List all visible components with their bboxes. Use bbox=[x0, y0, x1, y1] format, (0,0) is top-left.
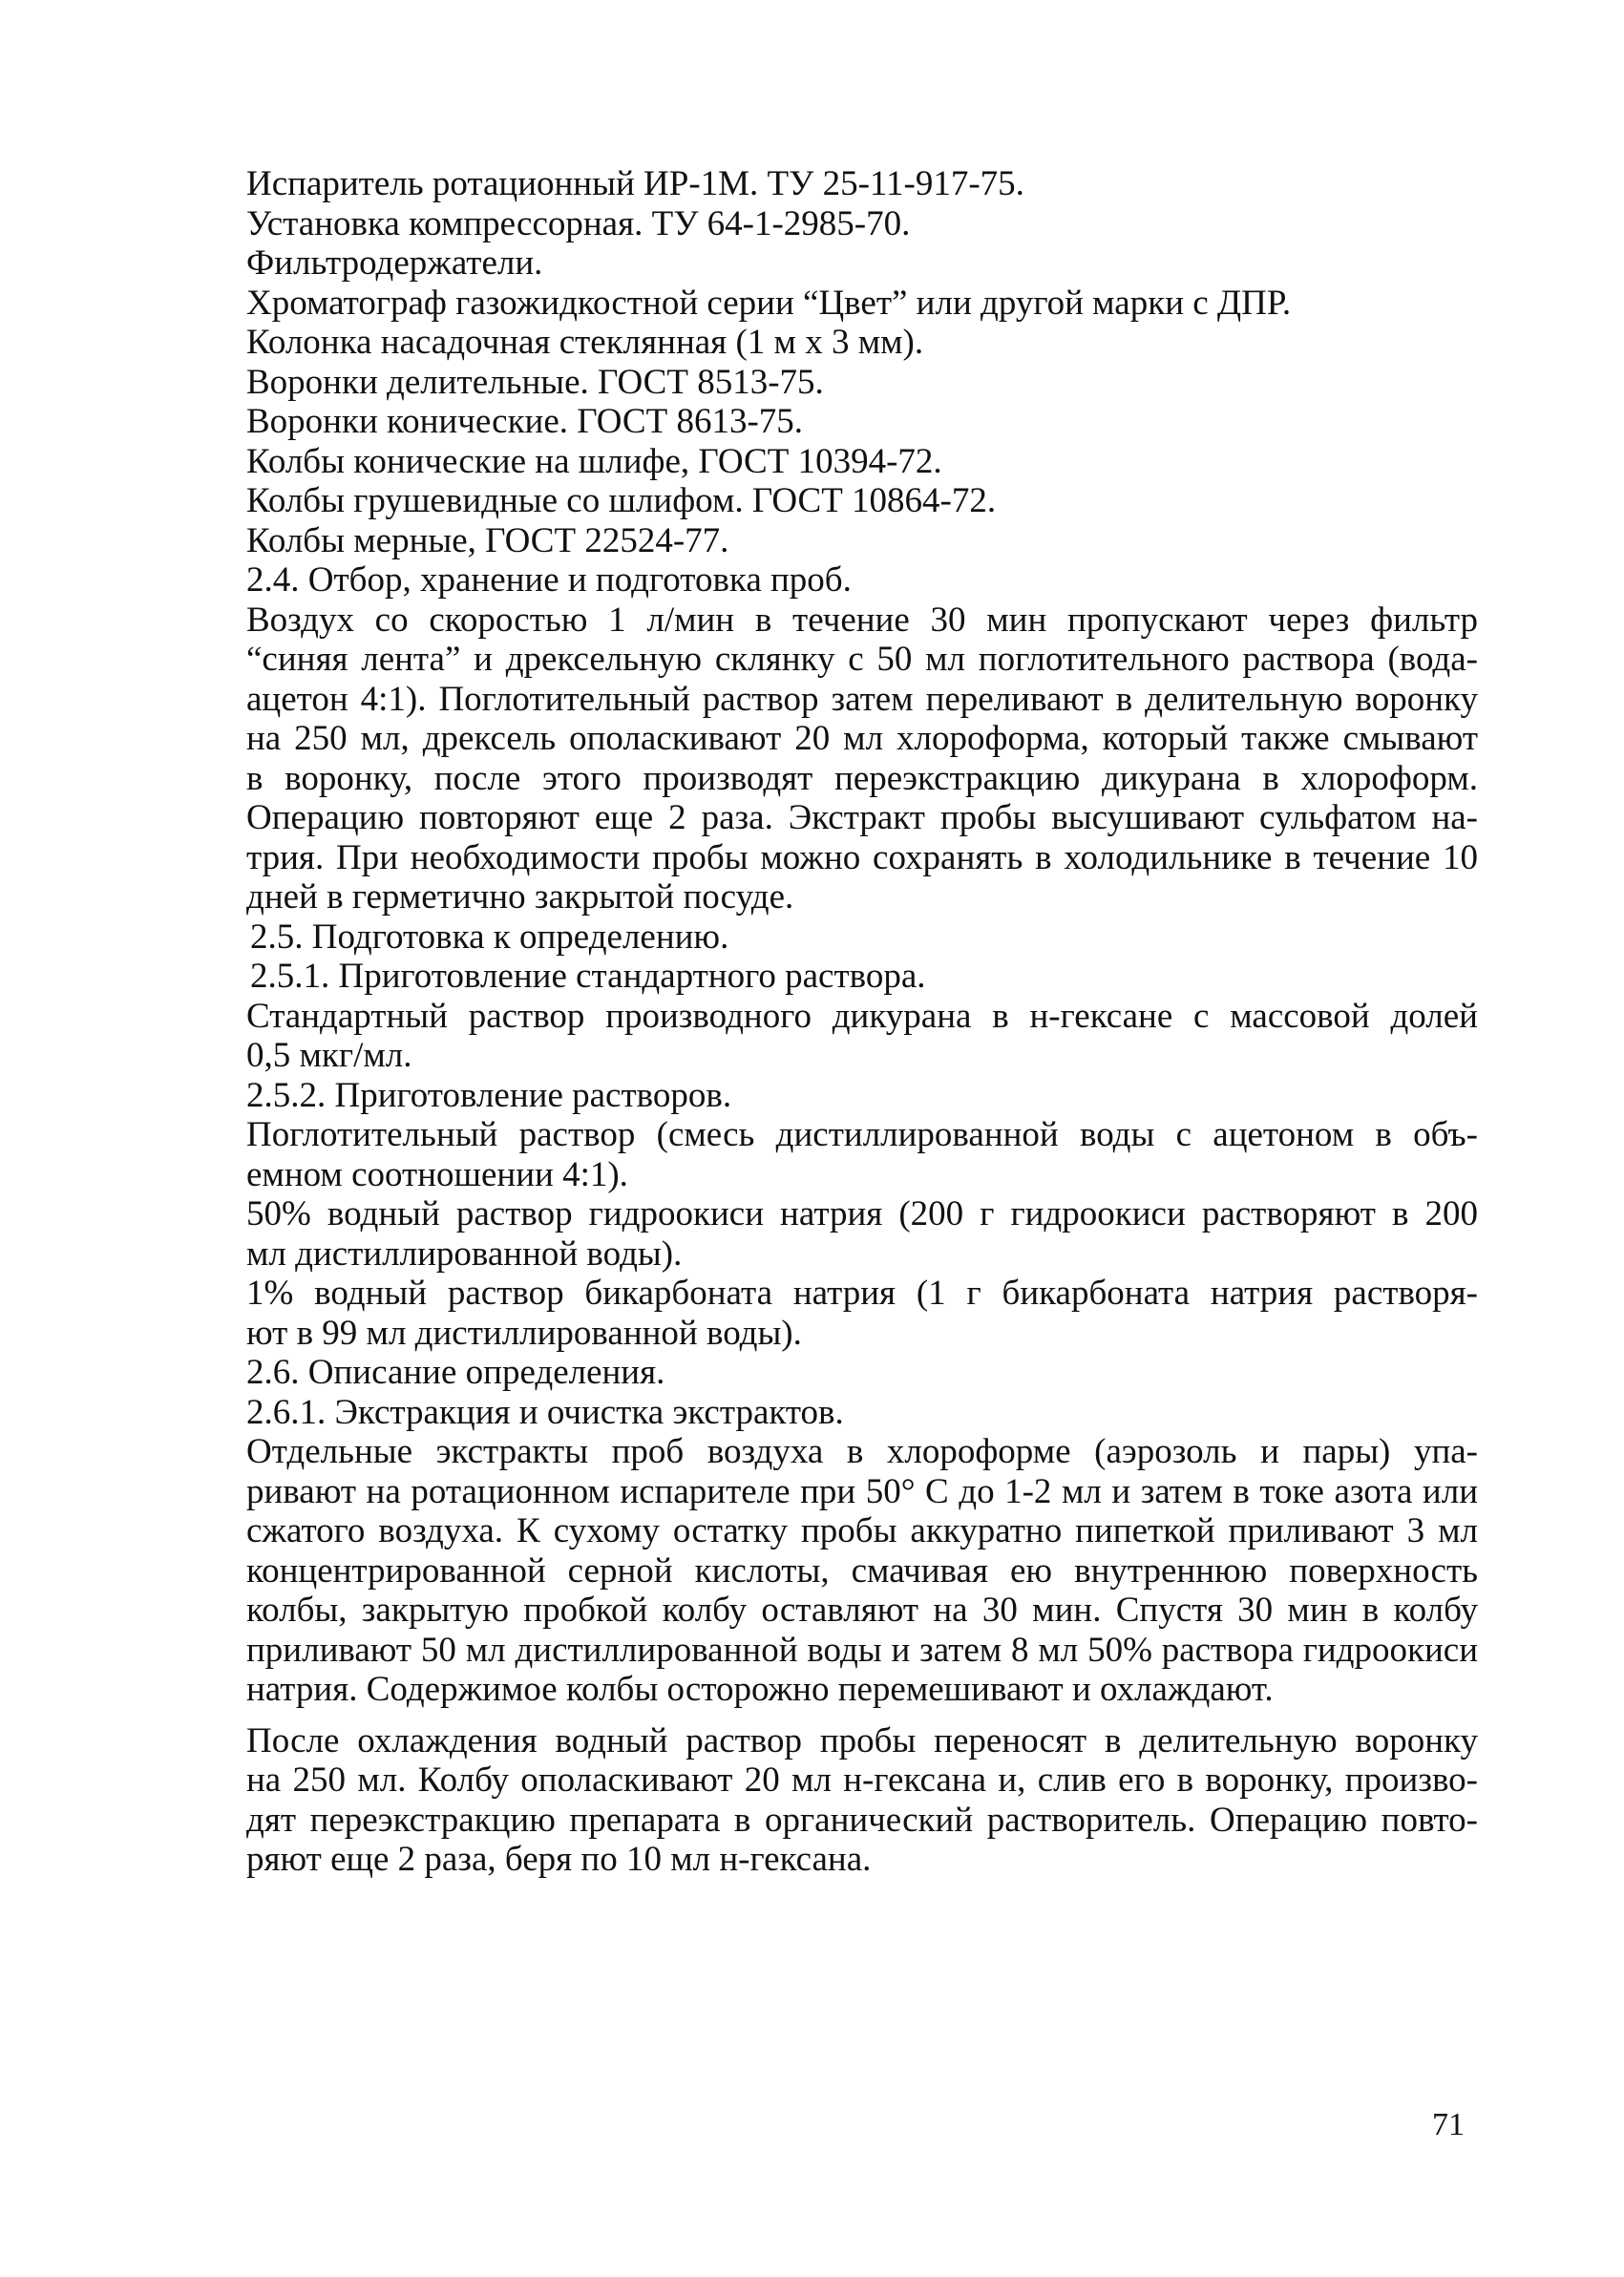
equipment-item: Фильтродержатели. bbox=[246, 243, 543, 283]
section-2-5-2-paragraph-2 bbox=[246, 1194, 1478, 1274]
page-number: 71 bbox=[1432, 2107, 1465, 2142]
equipment-item: Колбы мерные, ГОСТ 22524-77. bbox=[246, 520, 729, 560]
section-2-5-2-paragraph-1 bbox=[246, 1115, 1478, 1194]
section-heading-2-4: 2.4. Отбор, хранение и подготовка проб. bbox=[246, 560, 852, 600]
paragraph-line: мл дистиллированной воды). bbox=[246, 1233, 683, 1274]
equipment-item: Колонка насадочная стеклянная (1 м х 3 мм). bbox=[246, 323, 924, 362]
equipment-item: Воронки делительные. ГОСТ 8513-75. bbox=[246, 362, 824, 402]
equipment-item: Колбы конические на шлифе, ГОСТ 10394-72. bbox=[246, 441, 942, 481]
paragraph-line: “синяя лента” и дрексельную склянку с 50 мл поглотительного раствора (вода- bbox=[246, 640, 1478, 679]
section-2-5-1-paragraph bbox=[246, 997, 1478, 1076]
equipment-item: Испаритель ротационный ИР-1М. ТУ 25-11-917-75. bbox=[246, 164, 1024, 203]
paragraph-line: Отдельные экстракты проб воздуха в хлороформе (аэрозоль и пары) упа- bbox=[246, 1432, 1478, 1471]
subsection-heading-2-5-1: 2.5.1. Приготовление стандартного раствора. bbox=[250, 957, 926, 996]
paragraph-line: трия. При необходимости пробы можно сохранять в холодильнике в течение 10 bbox=[246, 837, 1478, 877]
section-2-4-paragraph bbox=[246, 601, 1478, 917]
paragraph-line: Стандартный раствор производного дикурана в н-гексане с массовой долей bbox=[246, 996, 1478, 1036]
paragraph-line: 50% водный раствор гидроокиси натрия (200 г гидроокиси растворяют в 200 bbox=[246, 1194, 1478, 1233]
equipment-item: Хроматограф газожидкостной серии “Цвет” или другой марки с ДПР. bbox=[246, 283, 1292, 323]
paragraph-line: на 250 мл, дрексель ополаскивают 20 мл хлороформа, который также смывают bbox=[246, 719, 1478, 758]
paragraph-line: дней в герметично закрытой посуде. bbox=[246, 877, 794, 917]
paragraph-line: натрия. Содержимое колбы осторожно перемешивают и охлаждают. bbox=[246, 1670, 1274, 1709]
paragraph-line: емном соотношении 4:1). bbox=[246, 1154, 628, 1194]
equipment-item: Воронки конические. ГОСТ 8613-75. bbox=[246, 402, 804, 441]
page-body bbox=[246, 164, 1478, 1880]
subsection-heading-2-6-1: 2.6.1. Экстракция и очистка экстрактов. bbox=[246, 1392, 844, 1432]
paragraph-line: сжатого воздуха. К сухому остатку пробы аккуратно пипеткой приливают 3 мл bbox=[246, 1511, 1478, 1550]
paragraph-line: ют в 99 мл дистиллированной воды). bbox=[246, 1313, 802, 1353]
section-heading-2-5: 2.5. Подготовка к определению. bbox=[250, 917, 729, 957]
paragraph-line: в воронку, после этого производят переэкстракцию дикурана в хлороформ. bbox=[246, 758, 1478, 798]
paragraph-line: ривают на ротационном испарителе при 50° С до 1-2 мл и затем в токе азота или bbox=[246, 1471, 1478, 1511]
subsection-heading-2-5-2: 2.5.2. Приготовление растворов. bbox=[246, 1075, 732, 1115]
paragraph-line: Поглотительный раствор (смесь дистиллированной воды с ацетоном в объ- bbox=[246, 1115, 1478, 1154]
paragraph-line: ацетон 4:1). Поглотительный раствор затем переливают в делительную воронку bbox=[246, 679, 1478, 719]
paragraph-line: ряют еще 2 раза, беря по 10 мл н-гексана. bbox=[246, 1840, 872, 1879]
equipment-list bbox=[246, 164, 1478, 560]
paragraph-line: Воздух со скоростью 1 л/мин в течение 30 мин пропускают через фильтр bbox=[246, 600, 1478, 640]
paragraph-line: дят переэкстракцию препарата в органический растворитель. Операцию повто- bbox=[246, 1800, 1478, 1840]
equipment-item: Установка компрессорная. ТУ 64-1-2985-70. bbox=[246, 203, 911, 243]
paragraph-line: 0,5 мкг/мл. bbox=[246, 1036, 412, 1075]
paragraph-line: Операцию повторяют еще 2 раза. Экстракт пробы высушивают сульфатом на- bbox=[246, 798, 1478, 837]
paragraph-gap bbox=[246, 1710, 1478, 1721]
paragraph-line: 1% водный раствор бикарбоната натрия (1 г бикарбоната натрия растворя- bbox=[246, 1274, 1478, 1313]
paragraph-line: концентрированной серной кислоты, смачивая ею внутреннюю поверхность bbox=[246, 1550, 1478, 1591]
equipment-item: Колбы грушевидные со шлифом. ГОСТ 10864-72. bbox=[246, 481, 997, 520]
section-2-6-1-paragraph-1 bbox=[246, 1432, 1478, 1710]
paragraph-line: После охлаждения водный раствор пробы переносят в делительную воронку bbox=[246, 1720, 1478, 1760]
section-2-5-2-paragraph-3 bbox=[246, 1274, 1478, 1353]
paragraph-line: колбы, закрытую пробкой колбу оставляют на 30 мин. Спустя 30 мин в колбу bbox=[246, 1591, 1478, 1630]
section-heading-2-6: 2.6. Описание определения. bbox=[246, 1353, 665, 1392]
paragraph-line: приливают 50 мл дистиллированной воды и затем 8 мл 50% раствора гидроокиси bbox=[246, 1630, 1478, 1670]
paragraph-line: на 250 мл. Колбу ополаскивают 20 мл н-гексана и, слив его в воронку, произво- bbox=[246, 1760, 1478, 1800]
section-2-6-1-paragraph-2 bbox=[246, 1721, 1478, 1880]
